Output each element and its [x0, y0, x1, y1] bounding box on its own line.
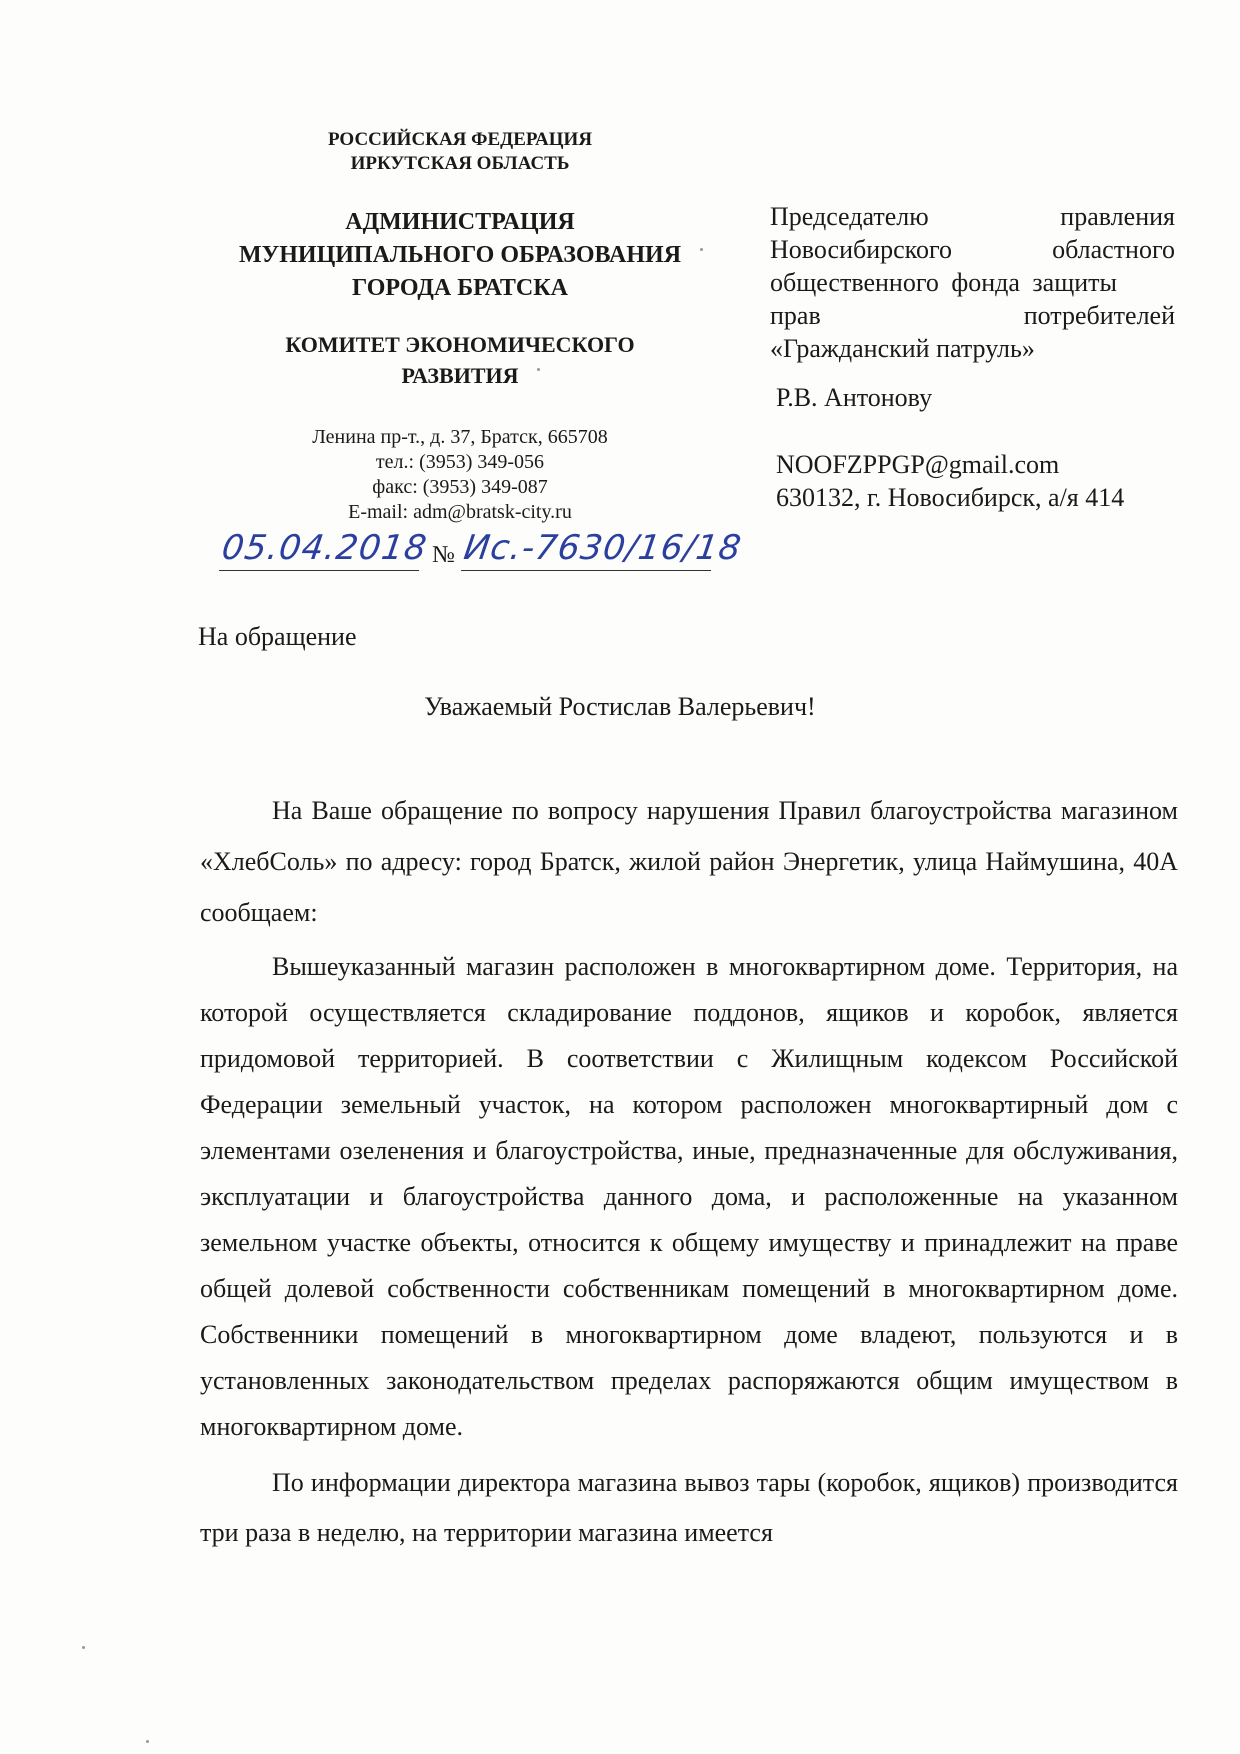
addressee-email: NOOFZPPGP@gmail.com — [776, 450, 1060, 479]
sender-address: Ленина пр-т., д. 37, Братск, 665708 — [312, 426, 608, 448]
subject-line: На обращение — [198, 622, 357, 651]
scan-speck — [82, 1646, 85, 1649]
addressee-line-2-right: областного — [1052, 235, 1175, 264]
sender-email: E-mail: adm@bratsk-city.ru — [348, 501, 572, 523]
letterhead-committee — [200, 329, 720, 391]
addressee-postal-address: 630132, г. Новосибирск, а/я 414 — [776, 483, 1125, 512]
addressee-line-2 — [770, 233, 1175, 266]
admin-line-3: ГОРОДА БРАТСКА — [352, 275, 568, 301]
sender-phone: тел.: (3953) 349-056 — [375, 451, 545, 473]
scan-speck — [146, 1740, 149, 1743]
letterhead-administration — [200, 206, 720, 305]
sender-fax: факс: (3953) 349-087 — [372, 476, 548, 498]
addressee-line-1-right: правления — [1060, 202, 1175, 231]
committee-line-2: РАЗВИТИЯ — [401, 363, 519, 388]
letterhead-contacts — [200, 425, 720, 525]
body-paragraph-2: Вышеуказанный магазин расположен в многоквартирном доме. Территория, на которой осуществляется складирование поддонов, ящиков и коробок, является придомовой территорией. В соответствии с Жилищным кодексом Российской Федерации земельный участок, на котором расположен многоквартирный дом с элементами озеленения и благоустройства, иные, предназначенные для обслуживания, эксплуатации и благоустройства данного дома, и расположенные на указанном земельном участке объекты, относится к общему имуществу и принадлежит на праве общей долевой собственности собственникам помещений в многоквартирном доме. Собственники помещений в многоквартирном доме владеют, пользуются и в установленных законодательством пределах распоряжаются общим имуществом в многоквартирном доме. — [200, 952, 1178, 1441]
registration-number-label: № — [432, 542, 455, 568]
admin-line-1: АДМИНИСТРАЦИЯ — [345, 209, 575, 235]
country-name: РОССИЙСКАЯ ФЕДЕРАЦИЯ — [327, 129, 593, 150]
body-paragraph-1: На Ваше обращение по вопросу нарушения Правил благоустройства магазином «ХлебСоль» по адресу: город Братск, жилой район Энергетик, улица Наймушина, 40А сообщаем: — [200, 796, 1178, 927]
registration-date: 05.04.2018 — [219, 528, 425, 571]
scan-speck — [537, 368, 540, 371]
addressee-line-4-left: прав — [770, 301, 821, 330]
addressee-line-5: «Гражданский патруль» — [770, 334, 1035, 363]
salutation: Уважаемый Ростислав Валерьевич! — [424, 692, 816, 721]
registration-line — [219, 528, 745, 588]
addressee-name: Р.В. Антонову — [776, 383, 933, 412]
region-name: ИРКУТСКАЯ ОБЛАСТЬ — [350, 153, 570, 174]
admin-line-2: МУНИЦИПАЛЬНОГО ОБРАЗОВАНИЯ — [238, 242, 682, 268]
letterhead — [200, 128, 720, 525]
committee-line-1: КОМИТЕТ ЭКОНОМИЧЕСКОГО — [285, 332, 635, 357]
addressee-line-4-right: потребителей — [1023, 301, 1175, 330]
addressee-block — [770, 200, 1175, 514]
addressee-line-4 — [770, 299, 1175, 332]
scan-speck — [700, 248, 703, 251]
addressee-line-3: общественного фонда защиты — [770, 268, 1117, 297]
body-paragraph-3: По информации директора магазина вывоз тары (коробок, ящиков) производится три раза в неделю, на территории магазина имеется — [200, 1468, 1178, 1547]
addressee-line-1-left: Председателю — [770, 202, 929, 231]
letterhead-country — [200, 128, 720, 176]
addressee-line-2-left: Новосибирского — [770, 235, 952, 264]
addressee-line-1 — [770, 200, 1175, 233]
registration-number: Ис.-7630/16/18 — [461, 528, 717, 571]
letter-body — [200, 785, 1178, 1558]
